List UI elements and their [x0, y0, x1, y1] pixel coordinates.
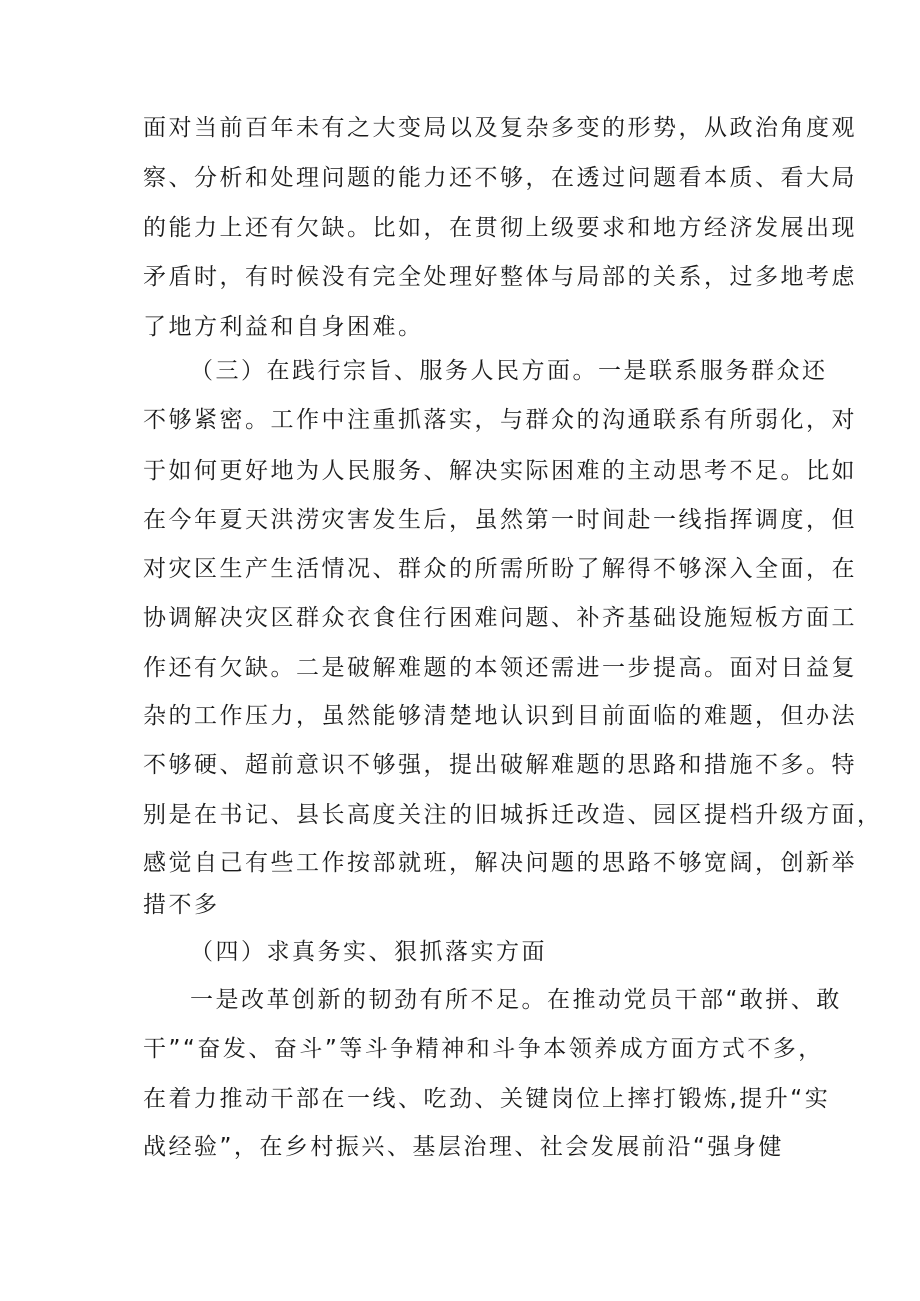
text-line: 干”“奋发、奋斗”等斗争精神和斗争本领养成方面方式不多， — [143, 1036, 824, 1062]
text-line: 战经验”，在乡村振兴、基层治理、社会发展前沿“强身健 — [143, 1134, 784, 1160]
section-heading-4: （四）求真务实、狠抓落实方面 — [190, 939, 547, 965]
text-line: 杂的工作压力，虽然能够清楚地认识到目前面临的难题，但办法 — [143, 703, 857, 729]
text-line: 协调解决灾区群众衣食住行困难问题、补齐基础设施短板方面工 — [143, 605, 857, 631]
text-line: 的能力上还有欠缺。比如，在贯彻上级要求和地方经济发展出现 — [143, 215, 857, 241]
text-line: 在今年夏天洪涝灾害发生后，虽然第一时间赴一线指挥调度，但 — [143, 507, 857, 533]
text-line: 不够紧密。工作中注重抓落实，与群众的沟通联系有所弱化，对 — [143, 407, 857, 433]
text-line: 不够硬、超前意识不够强，提出破解难题的思路和措施不多。特 — [143, 752, 857, 778]
text-line: 面对当前百年未有之大变局以及复杂多变的形势，从政治角度观 — [143, 115, 857, 141]
text-line: 在着力推动干部在一线、吃劲、关键岗位上摔打锻炼,提升“实 — [143, 1086, 831, 1112]
text-line: 作还有欠缺。二是破解难题的本领还需进一步提高。面对日益复 — [143, 655, 857, 681]
text-line: 了地方利益和自身困难。 — [143, 314, 424, 340]
text-line: 于如何更好地为人民服务、解决实际困难的主动思考不足。比如 — [143, 458, 857, 484]
text-line: 别是在书记、县长高度关注的旧城拆迁改造、园区提档升级方面， — [143, 802, 883, 828]
text-line: 对灾区生产生活情况、群众的所需所盼了解得不够深入全面，在 — [143, 556, 857, 582]
text-line: 察、分析和处理问题的能力还不够，在透过问题看本质、看大局 — [143, 165, 857, 191]
section-heading-3: （三）在践行宗旨、服务人民方面。一是联系服务群众还 — [190, 358, 828, 384]
text-line: 矛盾时，有时候没有完全处理好整体与局部的关系，过多地考虑 — [143, 264, 857, 290]
text-line: 感觉自己有些工作按部就班，解决问题的思路不够宽阔，创新举 — [143, 850, 857, 876]
text-line: 一是改革创新的韧劲有所不足。在推动党员干部“敢拼、敢 — [190, 987, 842, 1013]
text-line: 措不多 — [143, 892, 220, 918]
